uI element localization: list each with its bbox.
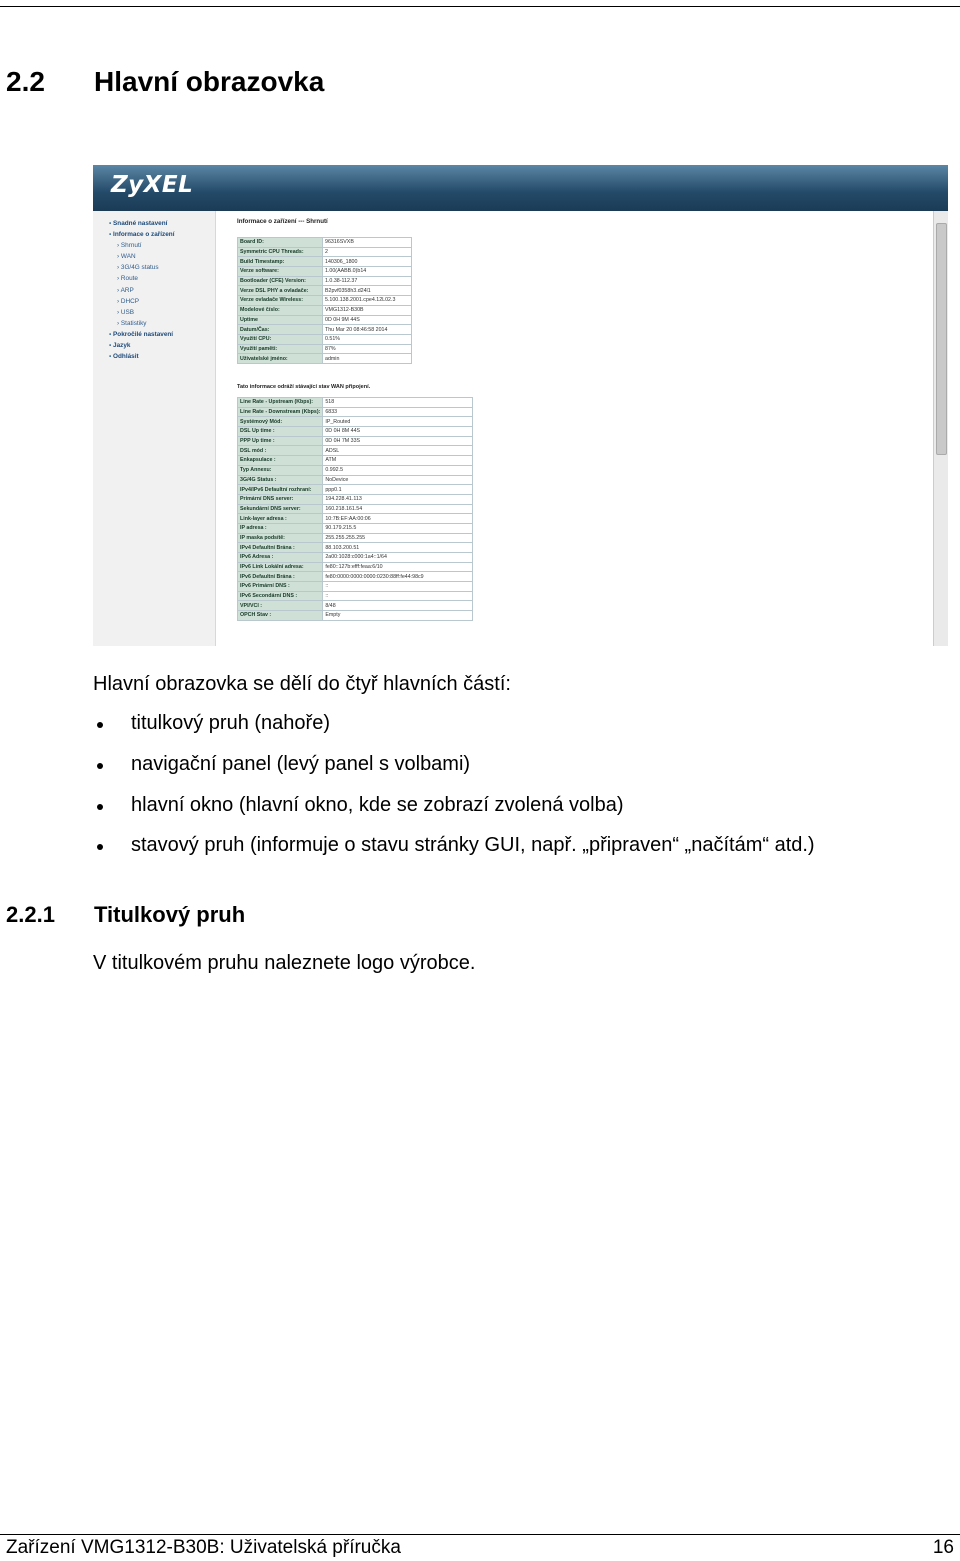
- row-value: 96316SVXB: [323, 238, 412, 248]
- nav-item[interactable]: › USB: [109, 307, 175, 318]
- table-row: [238, 553, 473, 563]
- table-row: [238, 267, 412, 277]
- row-value: 2: [323, 247, 412, 257]
- table-row: [238, 276, 412, 286]
- page-number: 16: [932, 1537, 954, 1558]
- table-row: [238, 485, 473, 495]
- row-value: 140306_1800: [323, 257, 412, 267]
- intro-paragraph: Hlavní obrazovka se dělí do čtyř hlavních částí:: [93, 673, 511, 695]
- nav-item[interactable]: › ARP: [109, 285, 175, 296]
- table-row: [238, 611, 473, 621]
- table-row: [238, 582, 473, 592]
- row-value: 0D 0H 9M 44S: [323, 315, 412, 325]
- table-row: [238, 514, 473, 524]
- table-row: [238, 344, 412, 354]
- row-value: 0D 0H 8M 44S: [323, 427, 473, 437]
- row-value: Thu Mar 20 08:46:58 2014: [323, 325, 412, 335]
- row-label: OPCH Stav :: [238, 611, 323, 621]
- row-label: Sekundární DNS server:: [238, 504, 323, 514]
- subsection-heading: [6, 902, 245, 928]
- table-row: [238, 572, 473, 582]
- body-paragraph: V titulkovém pruhu naleznete logo výrobce.: [93, 952, 476, 974]
- row-value: 88.103.200.51: [323, 543, 473, 553]
- table-row: [238, 446, 473, 456]
- table-row: [238, 427, 473, 437]
- table-row: [238, 523, 473, 533]
- subsection-number: 2.2.1: [6, 902, 55, 927]
- row-value: 160.218.161.54: [323, 504, 473, 514]
- table-row: [238, 398, 473, 408]
- row-label: Verze software:: [238, 267, 323, 277]
- row-label: IPv6 Link Lokální adresa:: [238, 562, 323, 572]
- list-item: titulkový pruh (nahoře): [93, 712, 815, 753]
- table-row: [238, 334, 412, 344]
- row-label: Line Rate - Downstream (Kbps):: [238, 407, 323, 417]
- nav-item[interactable]: › Statistiky: [109, 318, 175, 329]
- zyxel-logo: ZyXEL: [111, 172, 194, 198]
- row-value: 8/48: [323, 601, 473, 611]
- nav-item[interactable]: › Shrnutí: [109, 240, 175, 251]
- row-value: B2pvf0358h3.d24l1: [323, 286, 412, 296]
- navigation-menu: [109, 218, 175, 362]
- row-label: Uptime: [238, 315, 323, 325]
- table-row: [238, 296, 412, 306]
- scrollbar-thumb[interactable]: [936, 223, 947, 455]
- row-value: admin: [323, 354, 412, 364]
- table-row: [238, 562, 473, 572]
- list-item: stavový pruh (informuje o stavu stránky GUI, např. „připraven“ „načítám“ atd.): [93, 834, 815, 875]
- row-label: VPI/VCI :: [238, 601, 323, 611]
- row-value: 6833: [323, 407, 473, 417]
- row-value: Empty: [323, 611, 473, 621]
- footer-rule: [0, 1534, 960, 1535]
- row-label: DSL mód :: [238, 446, 323, 456]
- row-label: IPv4/IPv6 Defaultní rozhraní:: [238, 485, 323, 495]
- nav-item[interactable]: ▪ Snadné nastavení: [109, 218, 175, 229]
- title-bar: [93, 165, 948, 211]
- row-label: IPv6 Primární DNS :: [238, 582, 323, 592]
- table-row: [238, 417, 473, 427]
- table-row: [238, 456, 473, 466]
- row-value: VMG1312-B30B: [323, 305, 412, 315]
- row-value: 90.179.215.5: [323, 523, 473, 533]
- row-value: 0.51%: [323, 334, 412, 344]
- router-ui-screenshot: [93, 165, 948, 646]
- row-value: 10:7B:EF:AA:00:06: [323, 514, 473, 524]
- subsection-title: Titulkový pruh: [94, 902, 246, 927]
- row-value: 1.00(AABB.0)b14: [323, 267, 412, 277]
- row-label: Uživatelské jméno:: [238, 354, 323, 364]
- table-row: [238, 315, 412, 325]
- row-label: IPv6 Secondární DNS :: [238, 591, 323, 601]
- row-label: Systémový Mód:: [238, 417, 323, 427]
- row-label: Board ID:: [238, 238, 323, 248]
- row-label: Typ Annexu:: [238, 465, 323, 475]
- row-label: 3G/4G Status :: [238, 475, 323, 485]
- footer-title: Zařízení VMG1312-B30B: Uživatelská příručka: [6, 1537, 401, 1558]
- table-row: [238, 325, 412, 335]
- section-number: 2.2: [6, 66, 45, 97]
- main-window-title: Informace o zařízení --- Shrnutí: [237, 218, 328, 225]
- row-label: Primární DNS server:: [238, 494, 323, 504]
- row-label: IP adresa :: [238, 523, 323, 533]
- list-item: hlavní okno (hlavní okno, kde se zobrazí zvolená volba): [93, 794, 815, 835]
- table-row: [238, 238, 412, 248]
- row-label: Verze ovladače Wireless:: [238, 296, 323, 306]
- row-value: ATM: [323, 456, 473, 466]
- device-info-table: [237, 237, 412, 364]
- row-label: Build Timestamp:: [238, 257, 323, 267]
- table-row: [238, 601, 473, 611]
- table-row: [238, 407, 473, 417]
- row-value: fe80:0000:0000:0000:0230:88ff:fe44:98c9: [323, 572, 473, 582]
- row-label: Verze DSL PHY a ovladače:: [238, 286, 323, 296]
- nav-item[interactable]: › DHCP: [109, 296, 175, 307]
- row-label: IPv6 Adresa :: [238, 553, 323, 563]
- row-label: Line Rate - Upstream (Kbps):: [238, 398, 323, 408]
- nav-item[interactable]: ▪ Pokročilé nastavení: [109, 329, 175, 340]
- table-row: [238, 475, 473, 485]
- row-label: Modelové číslo:: [238, 305, 323, 315]
- row-label: Datum/Čas:: [238, 325, 323, 335]
- row-value: 0D 0H 7M 33S: [323, 436, 473, 446]
- row-value: fe80::127b:efff:feaa:6/10: [323, 562, 473, 572]
- row-label: Symmetric CPU Threads:: [238, 247, 323, 257]
- section-heading: [6, 66, 324, 98]
- wan-note: Tato informace odráží stávající stav WAN připojení.: [237, 384, 371, 390]
- table-row: [238, 591, 473, 601]
- row-value: 1.0.38-112.37: [323, 276, 412, 286]
- row-label: Bootloader (CFE) Version:: [238, 276, 323, 286]
- table-row: [238, 247, 412, 257]
- row-value: 255.255.255.255: [323, 533, 473, 543]
- row-label: Enkapsulace :: [238, 456, 323, 466]
- nav-item[interactable]: › WAN: [109, 251, 175, 262]
- nav-item[interactable]: ▪ Jazyk: [109, 340, 175, 351]
- row-label: IP maska podsítě:: [238, 533, 323, 543]
- nav-item[interactable]: › Route: [109, 273, 175, 284]
- top-rule: [0, 6, 960, 7]
- table-row: [238, 465, 473, 475]
- row-value: 0.992.5: [323, 465, 473, 475]
- row-label: IPv6 Defaultní Brána :: [238, 572, 323, 582]
- bullet-list: [93, 712, 815, 875]
- list-item: navigační panel (levý panel s volbami): [93, 753, 815, 794]
- nav-item[interactable]: › 3G/4G status: [109, 262, 175, 273]
- row-value: 2a00:1028:c000:1a4::1/64: [323, 553, 473, 563]
- table-row: [238, 494, 473, 504]
- section-title: Hlavní obrazovka: [94, 66, 325, 97]
- row-value: NoDevice: [323, 475, 473, 485]
- row-value: ::: [323, 591, 473, 601]
- row-value: 194.228.41.113: [323, 494, 473, 504]
- row-value: ppp0.1: [323, 485, 473, 495]
- wan-info-table: [237, 397, 473, 621]
- row-value: 5.100.138.2001.cpe4.12L02.3: [323, 296, 412, 306]
- table-row: [238, 257, 412, 267]
- row-value: ADSL: [323, 446, 473, 456]
- nav-item[interactable]: ▪ Informace o zařízení: [109, 229, 175, 240]
- row-value: IP_Routed: [323, 417, 473, 427]
- row-label: Link-layer adresa :: [238, 514, 323, 524]
- table-row: [238, 504, 473, 514]
- row-value: 518: [323, 398, 473, 408]
- row-label: DSL Up time :: [238, 427, 323, 437]
- table-row: [238, 286, 412, 296]
- row-label: IPv4 Defaultní Brána :: [238, 543, 323, 553]
- row-value: 87%: [323, 344, 412, 354]
- row-label: PPP Up time :: [238, 436, 323, 446]
- table-row: [238, 533, 473, 543]
- table-row: [238, 543, 473, 553]
- table-row: [238, 354, 412, 364]
- nav-item[interactable]: ▪ Odhlásit: [109, 351, 175, 362]
- row-label: Využití paměti:: [238, 344, 323, 354]
- table-row: [238, 305, 412, 315]
- scrollbar[interactable]: [933, 211, 948, 646]
- table-row: [238, 436, 473, 446]
- row-label: Využití CPU:: [238, 334, 323, 344]
- row-value: ::: [323, 582, 473, 592]
